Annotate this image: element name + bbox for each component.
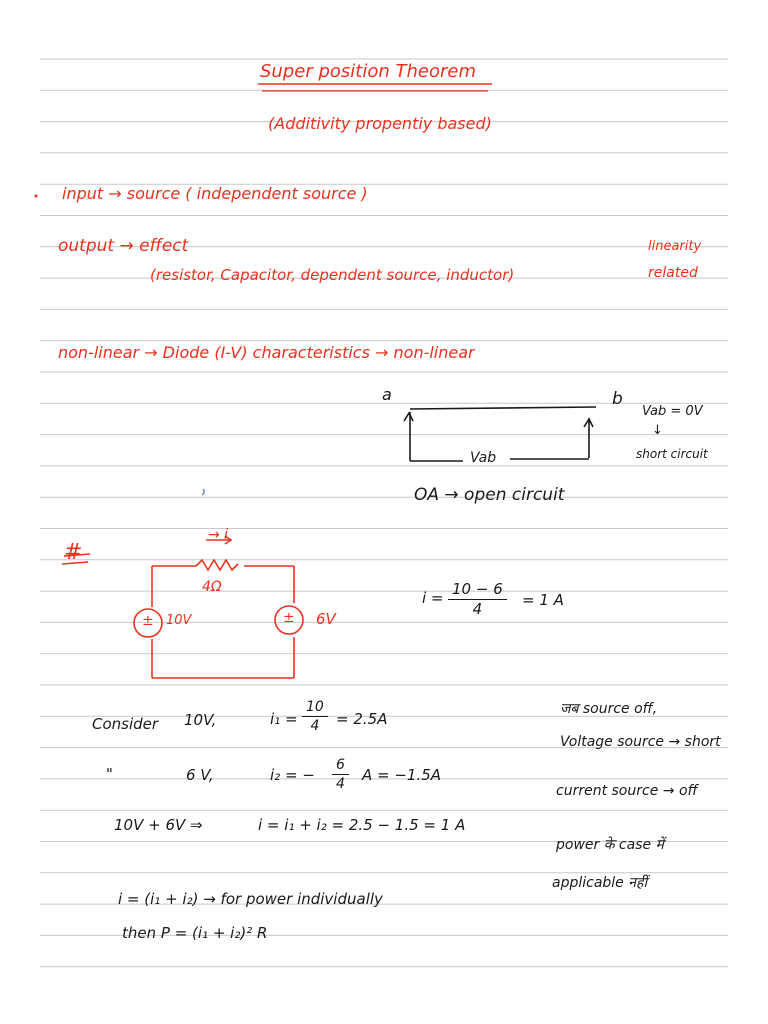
side-note-applicable: applicable नहीं — [552, 875, 648, 891]
linearity-note: linearity — [648, 239, 702, 254]
combined-lhs: 10V + 6V ⇒ — [114, 816, 203, 834]
i-main-prefix: i = — [422, 589, 444, 607]
short-circuit-note: short circuit — [636, 447, 708, 461]
i2-fraction — [332, 758, 349, 791]
side-note-voltage-short: Voltage source → short — [560, 734, 721, 750]
consider-10v: 10V, — [184, 711, 217, 729]
down-arrow: ↓ — [652, 423, 663, 438]
page-title: Super position Theorem — [260, 61, 476, 82]
source-left-symbol: ± — [142, 613, 154, 629]
i-main-result: = 1 A — [522, 591, 564, 609]
i2-prefix: i₂ = − — [270, 766, 315, 784]
input-line: input → source ( independent source ) — [62, 184, 368, 203]
consider-label: Consider — [92, 715, 159, 733]
node-a-label: a — [382, 385, 392, 404]
current-label: → i — [208, 527, 229, 543]
i2-result: A = −1.5A — [362, 766, 442, 784]
i2-denominator: 4 — [336, 776, 345, 792]
power-line: i = (i₁ + i₂) → for power individually — [118, 890, 383, 908]
open-circuit-note: OA → open circuit — [414, 485, 565, 505]
output-list: (resistor, Capacitor, dependent source, inductor) — [150, 266, 515, 284]
resistor-label: 4Ω — [202, 579, 222, 595]
i1-numerator: 10 — [302, 700, 328, 717]
page-subtitle: (Additivity propentiy based) — [268, 114, 492, 133]
related-note: related — [648, 265, 698, 281]
combined-rhs: i = i₁ + i₂ = 2.5 − 1.5 = 1 A — [258, 816, 466, 834]
nonlinear-line: non-linear → Diode (I-V) characteristics → non-linear — [58, 343, 475, 362]
source-left-label: 10V — [166, 613, 192, 628]
ditto-mark: " — [106, 765, 113, 783]
i2-numerator: 6 — [332, 758, 349, 775]
i-main-denominator: 4 — [472, 600, 483, 618]
six-v-label: 6 V, — [186, 766, 214, 784]
source-right-symbol: ± — [283, 610, 295, 626]
i1-fraction — [302, 700, 328, 733]
i1-prefix: i₁ = — [270, 710, 298, 728]
source-right-label: 6V — [316, 610, 336, 628]
side-note-source-off: जब source off, — [560, 701, 658, 717]
side-note-power-case: power के case में — [556, 837, 664, 853]
i1-denominator: 4 — [310, 718, 320, 734]
vab-label: Vab — [470, 450, 497, 466]
vab-equation: Vab = 0V — [642, 404, 703, 419]
i1-result: = 2.5A — [336, 710, 388, 728]
side-note-current-off: current source → off — [556, 783, 698, 799]
then-line: then P = (i₁ + i₂)² R — [122, 924, 268, 942]
hash-mark: # — [64, 540, 83, 565]
i-main-numerator: 10 − 6 — [448, 582, 507, 600]
node-b-label: b — [612, 389, 623, 409]
output-line: output → effect — [58, 236, 189, 256]
i-main-fraction — [448, 582, 507, 617]
